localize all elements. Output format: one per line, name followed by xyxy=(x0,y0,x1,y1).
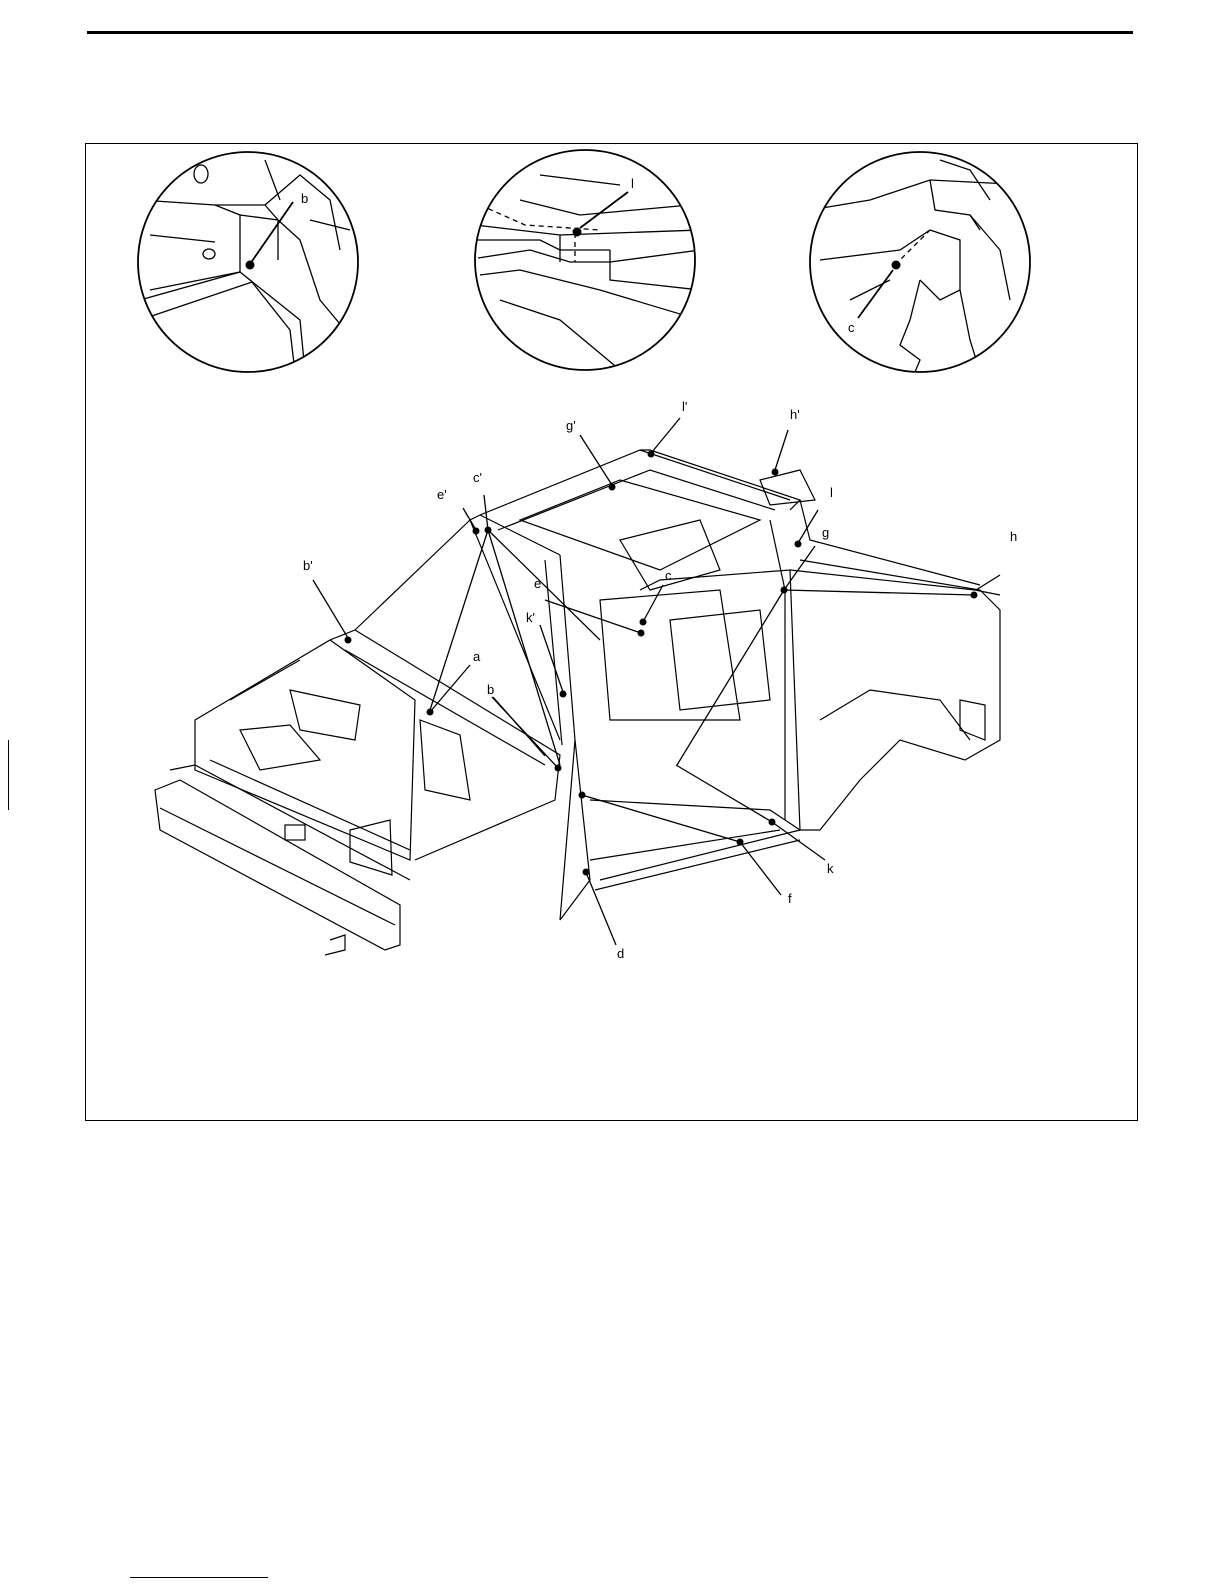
callout-d: d xyxy=(617,946,625,961)
detail-left-point xyxy=(246,261,255,270)
callout-k-prime: k' xyxy=(526,610,535,625)
callout-points xyxy=(345,451,978,876)
detail-circle-center xyxy=(475,150,700,370)
footer-rule xyxy=(130,1577,268,1578)
callout-e-prime: e' xyxy=(437,487,447,502)
detail-center-leader xyxy=(580,192,628,228)
callout-g-prime: g' xyxy=(566,418,576,433)
vehicle-body-shell xyxy=(155,450,1000,955)
callout-b-prime: b' xyxy=(303,558,313,573)
callout-l-prime: l' xyxy=(682,399,688,414)
callout-b: b xyxy=(487,682,495,697)
callout-k: k xyxy=(827,861,834,876)
detail-center-point xyxy=(573,228,582,237)
callout-l: l xyxy=(830,485,833,500)
callout-h-prime: h' xyxy=(790,407,800,422)
callout-c: c xyxy=(665,568,672,583)
detail-center-label: l xyxy=(631,176,634,191)
callout-f: f xyxy=(788,891,792,906)
callout-a: a xyxy=(473,649,481,664)
callout-h: h xyxy=(1010,529,1018,544)
detail-left-leader xyxy=(250,202,293,264)
callout-e: e xyxy=(534,576,542,591)
callout-g: g xyxy=(822,525,830,540)
callout-c-prime: c' xyxy=(473,470,482,485)
detail-right-point xyxy=(892,261,901,270)
detail-circle-right xyxy=(810,152,1030,372)
detail-left-label: b xyxy=(301,191,309,206)
detail-right-label: c xyxy=(848,320,855,335)
